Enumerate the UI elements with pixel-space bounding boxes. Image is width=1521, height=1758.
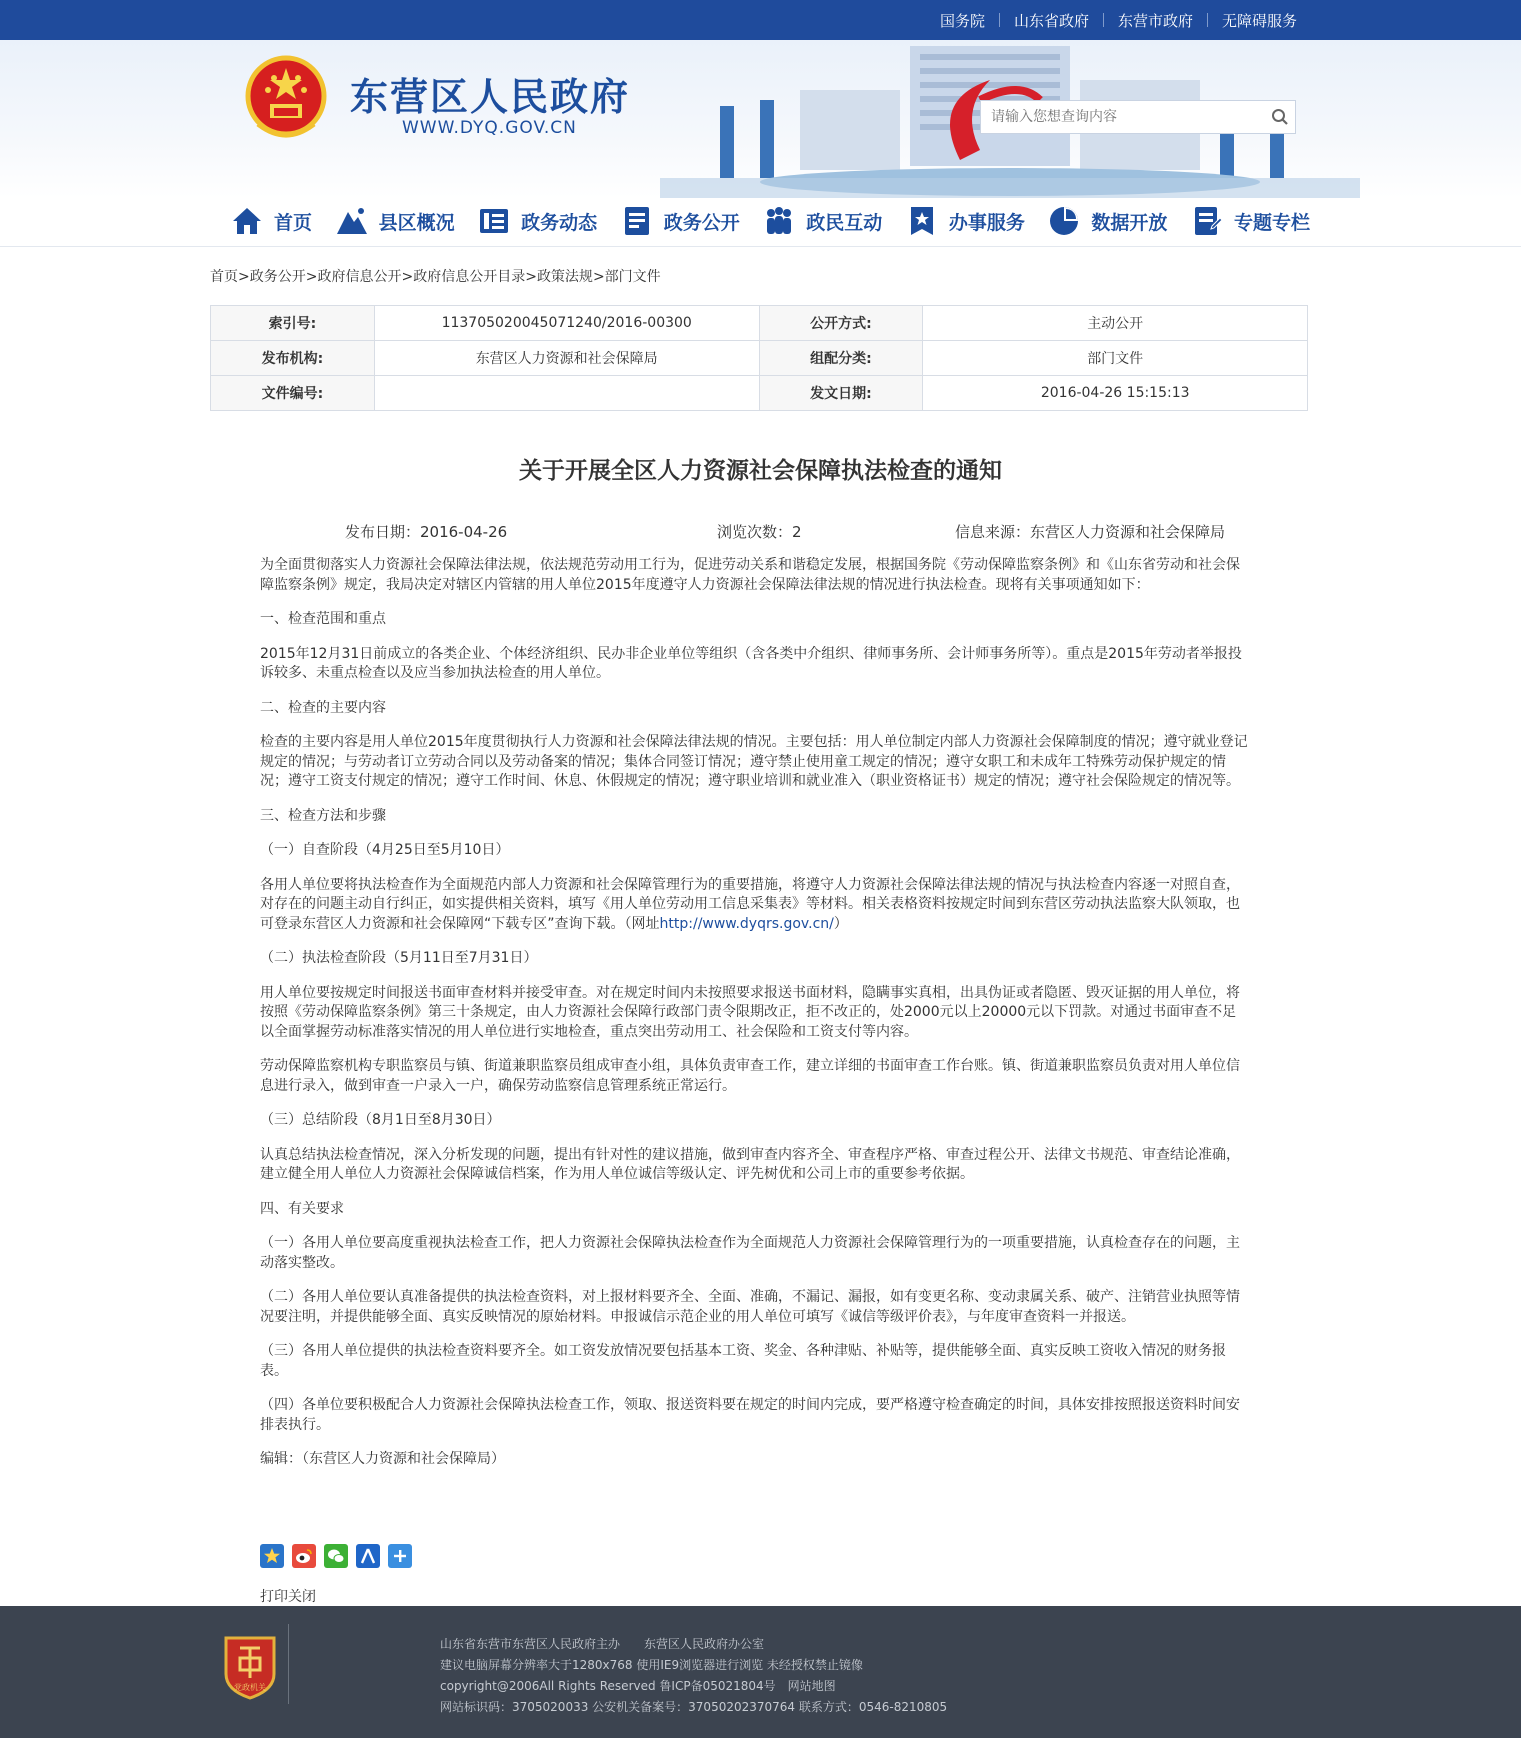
search-icon[interactable] — [1265, 101, 1295, 133]
paragraph — [260, 876, 1250, 935]
view-count: 浏览次数：2 — [717, 523, 802, 541]
meta-value-date: 2016-04-26 15:15:13 — [923, 376, 1308, 411]
section-heading: 二、检查的主要内容 — [260, 699, 386, 716]
nav-divider — [0, 246, 1521, 247]
nav-item-special-topics[interactable] — [1190, 198, 1310, 244]
breadcrumb-dept-docs[interactable]: 部门文件 — [604, 269, 661, 285]
weibo-share-icon[interactable] — [292, 1544, 316, 1568]
toplink-accessibility[interactable]: 无障碍服务 — [1221, 11, 1297, 30]
paragraph: （四）各单位要积极配合人力资源社会保障执法检查工作，领取、报送资料要在规定的时间内完成，要严格遵守检查确定的时间，具体安排按照报送资料时间安排表执行。 — [260, 1397, 1240, 1433]
editor-line: 编辑：（东营区人力资源和社会保障局） — [260, 1451, 505, 1467]
people-icon — [762, 204, 796, 238]
wechat-share-icon[interactable] — [324, 1544, 348, 1568]
paragraph: （一）各用人单位要高度重视执法检查工作，把人力资源社会保障执法检查作为全面规范人力资源社会保障管理行为的一项重要措施，认真检查存在的问题，主动落实整改。 — [260, 1235, 1240, 1271]
nav-label: 办事服务 — [948, 211, 1025, 234]
paragraph: （三）各用人单位提供的执法检查资料要齐全。如工资发放情况要包括基本工资、奖金、各种津贴、补贴等，提供能够全面、真实反映工资收入情况的财务报表。 — [260, 1343, 1226, 1379]
paragraph-text-end: ） — [833, 915, 848, 932]
footer-copyright: copyright@2006All Rights Reserved 鲁ICP备05021804号 网站地图 — [440, 1679, 836, 1693]
home-icon — [230, 204, 264, 238]
badge-text: 党政机关 — [234, 1683, 266, 1692]
meta-value-category: 部门文件 — [923, 341, 1308, 376]
table-row — [211, 376, 1308, 411]
subsection-heading: （二）执法检查阶段（5月11日至7月31日） — [260, 950, 538, 966]
toplink-dongying-city-gov[interactable]: 东营市政府 — [1117, 11, 1193, 30]
section-heading: 三、检查方法和步骤 — [260, 807, 386, 824]
bookmark-star-icon — [905, 204, 939, 238]
breadcrumb-gov-open[interactable]: 政务公开 — [249, 269, 306, 285]
nav-item-gov-open[interactable] — [620, 198, 740, 244]
subsection-heading: （三）总结阶段（8月1日至8月30日） — [260, 1112, 501, 1128]
meta-value-docno — [374, 376, 759, 411]
top-links — [926, 0, 1311, 40]
article-body — [260, 556, 1250, 1485]
publish-date: 发布日期：2016-04-26 — [345, 523, 508, 541]
nav-item-county-overview[interactable] — [335, 198, 455, 244]
meta-key: 公开方式: — [759, 306, 923, 341]
nav-label: 数据开放 — [1091, 211, 1168, 234]
section-heading: 四、有关要求 — [260, 1200, 344, 1217]
meta-value-org: 东营区人力资源和社会保障局 — [374, 341, 759, 376]
renren-share-icon[interactable] — [356, 1544, 380, 1568]
meta-key: 发文日期: — [759, 376, 923, 411]
nav-label: 政民互动 — [806, 211, 883, 234]
nav-item-gov-news[interactable] — [477, 198, 597, 244]
header-banner — [0, 40, 1521, 198]
paragraph: 用人单位要按规定时间报送书面审查材料并接受审查。对在规定时间内未按照要求报送书面材料，隐瞒事实真相，出具伪证或者隐匿、毁灭证据的用人单位，将按照《劳动保障监察条例》第三十条规定，由人力资源社会保障行政部门责令限期改正，拒不改正的，处2000元以上20000元以下罚款。对通过书面审查不足以全面掌握劳动标准落实情况的用人单位进行实地检查，重点突出劳动用工、社会保险和工资支付等内容。 — [260, 984, 1240, 1040]
breadcrumb-info-catalog[interactable]: 政府信息公开目录 — [413, 269, 526, 285]
paragraph: 劳动保障监察机构专职监察员与镇、街道兼职监察员组成审查小组，具体负责审查工作，建立详细的书面审查工作台账。镇、街道兼职监察员负责对用人单位信息进行录入，做到审查一户录入一户，确保劳动监察信息管理系统正常运行。 — [260, 1058, 1240, 1094]
pie-chart-icon — [1047, 204, 1081, 238]
nav-label: 首页 — [274, 211, 313, 234]
meta-key: 组配分类: — [759, 341, 923, 376]
site-domain: WWW.DYQ.GOV.CN — [402, 118, 577, 138]
paragraph: 认真总结执法检查情况，深入分析发现的问题，提出有针对性的建议措施，做到审查内容齐全、审查程序严格、审查过程公开、法律文书规范、审查结论准确，建立健全用人单位人力资源社会保障诚信档案，作为用人单位诚信等级认定、评先树优和公司上市的重要参考依据。 — [260, 1146, 1240, 1182]
qzone-share-icon[interactable] — [260, 1544, 284, 1568]
meta-value-index: 113705020045071240/2016-00300 — [374, 306, 759, 341]
national-emblem-icon — [244, 54, 328, 144]
nav-item-open-data[interactable] — [1047, 198, 1167, 244]
article-title: 关于开展全区人力资源社会保障执法检查的通知 — [519, 458, 1002, 484]
breadcrumb-policies[interactable]: 政策法规 — [536, 269, 593, 285]
paragraph: （二）各用人单位要认真准备提供的执法检查资料，对上报材料要齐全、全面、准确，不漏记、漏报，如有变更名称、变动隶属关系、破产、注销营业执照等情况要注明，并提供能够全面、真实反映情况的原始材料。申报诚信示范企业的用人单位可填写《诚信等级评价表》，与年度审查资料一并报送。 — [260, 1289, 1240, 1325]
paragraph: 为全面贯彻落实人力资源社会保障法律法规，依法规范劳动用工行为，促进劳动关系和谐稳定发展，根据国务院《劳动保障监察条例》和《山东省劳动和社会保障监察条例》规定，我局决定对辖区内管辖的用人单位2015年度遵守人力资源社会保障法律法规的情况进行执法检查。现将有关事项通知如下： — [260, 557, 1240, 593]
footer-site-id: 网站标识码：3705020033 公安机关备案号：37050202370764 联系方式：0546-8210805 — [440, 1700, 948, 1714]
breadcrumb-gov-info-open[interactable]: 政府信息公开 — [317, 269, 402, 285]
meta-key: 发布机构: — [211, 341, 375, 376]
paragraph: 检查的主要内容是用人单位2015年度贯彻执行人力资源和社会保障法律法规的情况。主要包括：用人单位制定内部人力资源社会保障制度的情况；遵守就业登记规定的情况；与劳动者订立劳动合同以及劳动备案的情况；集体合同签订情况；遵守禁止使用童工规定的情况；遵守女职工和未成年工特殊劳动保护规定的情况；遵守工资支付规定的情况；遵守工作时间、休息、休假规定的情况；遵守职业培训和就业准入（职业资格证书）规定的情况；遵守社会保险规定的情况等。 — [260, 734, 1248, 789]
info-source: 信息来源：东营区人力资源和社会保障局 — [955, 523, 1226, 541]
mountain-icon — [335, 204, 369, 238]
party-gov-badge-icon — [222, 1634, 278, 1700]
file-edit-icon — [1190, 204, 1224, 238]
top-bar — [0, 0, 1521, 40]
share-bar — [260, 1544, 412, 1568]
nav-label: 政务公开 — [663, 211, 740, 234]
divider — [288, 1624, 289, 1704]
table-row — [211, 341, 1308, 376]
news-icon — [477, 204, 511, 238]
toplink-shandong-gov[interactable]: 山东省政府 — [1013, 11, 1089, 30]
table-row — [211, 306, 1308, 341]
paragraph-text: 各用人单位要将执法检查作为全面规范内部人力资源和社会保障管理行为的重要措施，将遵守人力资源社会保障法律法规的情况与执法检查内容逐一对照自查，对存在的问题主动自行纠正，如实提供相关资料，填写《用人单位劳动用工信息采集表》等材料。相关表格资料按规定时间到东营区劳动执法监察大队领取，也可登录东营区人力资源和社会保障网“下载专区”查询下载。（网址 — [260, 876, 1240, 932]
breadcrumb-home[interactable]: 首页 — [210, 269, 238, 285]
hrss-website-link[interactable]: http://www.dyqrs.gov.cn/ — [659, 915, 834, 932]
document-icon — [620, 204, 654, 238]
breadcrumb: 首页>政务公开>政府信息公开>政府信息公开目录>政策法规>部门文件 — [210, 269, 661, 285]
footer-info — [440, 1634, 947, 1718]
nav-item-home[interactable] — [230, 198, 312, 244]
footer-browser-note: 建议电脑屏幕分辨率大于1280x768 使用IE9浏览器进行浏览 未经授权禁止镜像 — [440, 1658, 863, 1672]
footer — [0, 1606, 1521, 1738]
document-meta-table — [210, 305, 1308, 411]
nav-label: 专题专栏 — [1233, 211, 1310, 234]
nav-label: 县区概况 — [378, 211, 455, 234]
nav-item-interaction[interactable] — [762, 198, 882, 244]
nav-item-services[interactable] — [905, 198, 1025, 244]
paragraph: 2015年12月31日前成立的各类企业、个体经济组织、民办非企业单位等组织（含各类中介组织、律师事务所、会计师事务所等）。重点是2015年劳动者举报投诉较多、未重点检查以及应当参加执法检查的用人单位。 — [260, 645, 1242, 681]
search-input[interactable] — [981, 101, 1265, 133]
footer-sponsor: 山东省东营市东营区人民政府主办 东营区人民政府办公室 — [440, 1637, 765, 1651]
section-heading: 一、检查范围和重点 — [260, 611, 386, 627]
nav-label: 政务动态 — [521, 211, 598, 234]
subsection-heading: （一）自查阶段（4月25日至5月10日） — [260, 842, 510, 858]
meta-key: 文件编号: — [211, 376, 375, 411]
main-nav — [230, 198, 1310, 244]
search-box — [980, 100, 1296, 134]
site-title: 东营区人民政府 — [350, 74, 631, 119]
more-share-icon[interactable] — [388, 1544, 412, 1568]
meta-value-open-method: 主动公开 — [923, 306, 1308, 341]
meta-key: 索引号: — [211, 306, 375, 341]
print-close-button[interactable]: 打印关闭 — [260, 1589, 316, 1605]
toplink-state-council[interactable]: 国务院 — [939, 11, 985, 30]
